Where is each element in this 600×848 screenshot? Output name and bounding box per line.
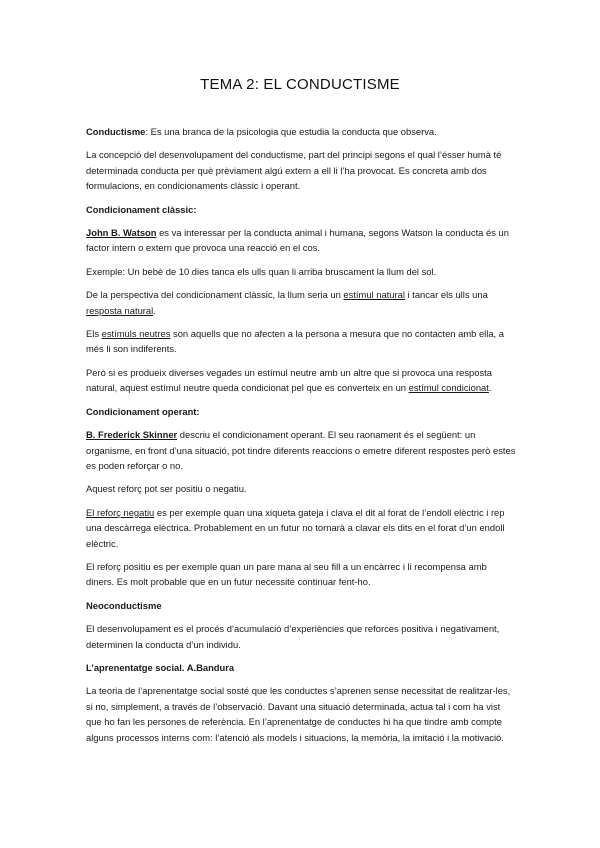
term-natural-stimulus: estímul natural — [343, 289, 405, 301]
negative-text: es per exemple quan una xiqueta gateja i clava el dit al forat de l’endoll elèctric i rep una descàrrega elèctrica. Probablement en un futur no tornarà a clavar els dits en el forat d’un endoll elèctric. — [86, 506, 505, 549]
paragraph-skinner — [86, 427, 516, 473]
paragraph-definition — [86, 124, 516, 139]
skinner-text: descriu el condicionament operant. El seu raonament és el següent: un organisme, en front d’una situació, pot tindre diferents reaccions o emetre diferent respostes però estes es poden reforçar o no. — [86, 429, 516, 471]
paragraph-social-learning: La teoria de l’aprenentatge social sosté que les conductes s’aprenen sense necessitat de realitzar-les, si no, simplement, a través de l’observació. Davant una situació determinada, actua tal i com ha vist que ho fan les persones de referència. En l’aprenentatge de conductes hi ha que tindre amb compte alguns processos interns com: l’atenció als models i situacions, la memòria, la imitació i la motivació. — [86, 685, 511, 743]
definition-text: : Es una branca de la psicologia que estudia la conducta que observa. — [145, 126, 437, 137]
heading-operant-conditioning: Condicionament operant: — [86, 405, 200, 417]
heading-neoconductisme: Neoconductisme — [86, 599, 162, 611]
paragraph-neutral-stimuli — [86, 326, 516, 357]
heading-social-learning: L’aprenentatge social. A.Bandura — [86, 661, 235, 673]
term-neutral-stimuli: estímuls neutres — [101, 328, 171, 340]
paragraph-conditioned — [86, 365, 516, 396]
perspective-text-a: De la perspectiva del condicionament clàssic, la llum seria un — [86, 289, 344, 301]
paragraph-reinforcement: Aquest reforç pot ser positiu o negatiu. — [86, 483, 247, 495]
term-conditioned-stimulus: estímul condicionat — [408, 382, 489, 394]
name-skinner: B. Frederick Skinner — [86, 429, 178, 441]
paragraph-example: Exemple: Un bebè de 10 dies tanca els ulls quan li arriba bruscament la llum del sol. — [86, 265, 437, 277]
conditioned-text-a: Però si es produeix diverses vegades un estímul neutre amb un altre que si provoca una resposta natural, aquest estímul neutre queda condicionat pel que es converteix en un — [86, 366, 492, 394]
term-conductisme: Conductisme — [86, 126, 146, 137]
paragraph-positive-reinforcement: El reforç positiu es per exemple quan un pare mana al seu fill a un encàrrec i li recompensa amb diners. Es molt probable que en un futur necessite continuar fent-ho. — [86, 560, 487, 588]
paragraph-neoconductisme: El desenvolupament es el procés d’acumulació d’experiències que reforces positiva i negativament, determinen la conducta d’un individu. — [86, 623, 500, 650]
neutral-text-b: son aquells que no afecten a la persona a mesura que no contacten amb ella, a més li son indiferents. — [86, 328, 504, 355]
term-natural-response: resposta natural — [86, 304, 154, 316]
paragraph-concept: La concepció del desenvolupament del conductisme, part del principi segons el qual l’ésser humà té determinada conducta per què prèviament algú extern a ell li l’ha provocat. Es concreta amb dos formulacions, en condicionaments clàssic i operant. — [86, 149, 502, 192]
conditioned-text-b: . — [488, 382, 492, 394]
perspective-text-b: i tancar els ulls una — [404, 289, 488, 301]
paragraph-negative-reinforcement — [86, 505, 516, 551]
document-body — [86, 124, 516, 753]
neutral-text-a: Els — [86, 328, 102, 340]
perspective-text-c: . — [153, 304, 156, 316]
name-watson: John B. Watson — [86, 227, 157, 239]
watson-text: es va interessar per la conducta animal i humana, segons Watson la conducta és un factor intern o extern que provoca una reacció en el cos. — [86, 227, 509, 254]
heading-classic-conditioning: Condicionament clàssic: — [86, 203, 197, 215]
term-negative-reinforcement: El reforç negatiu — [86, 506, 155, 518]
page-title: TEMA 2: EL CONDUCTISME — [200, 76, 400, 93]
paragraph-watson — [86, 225, 516, 256]
paragraph-perspective — [86, 287, 516, 318]
